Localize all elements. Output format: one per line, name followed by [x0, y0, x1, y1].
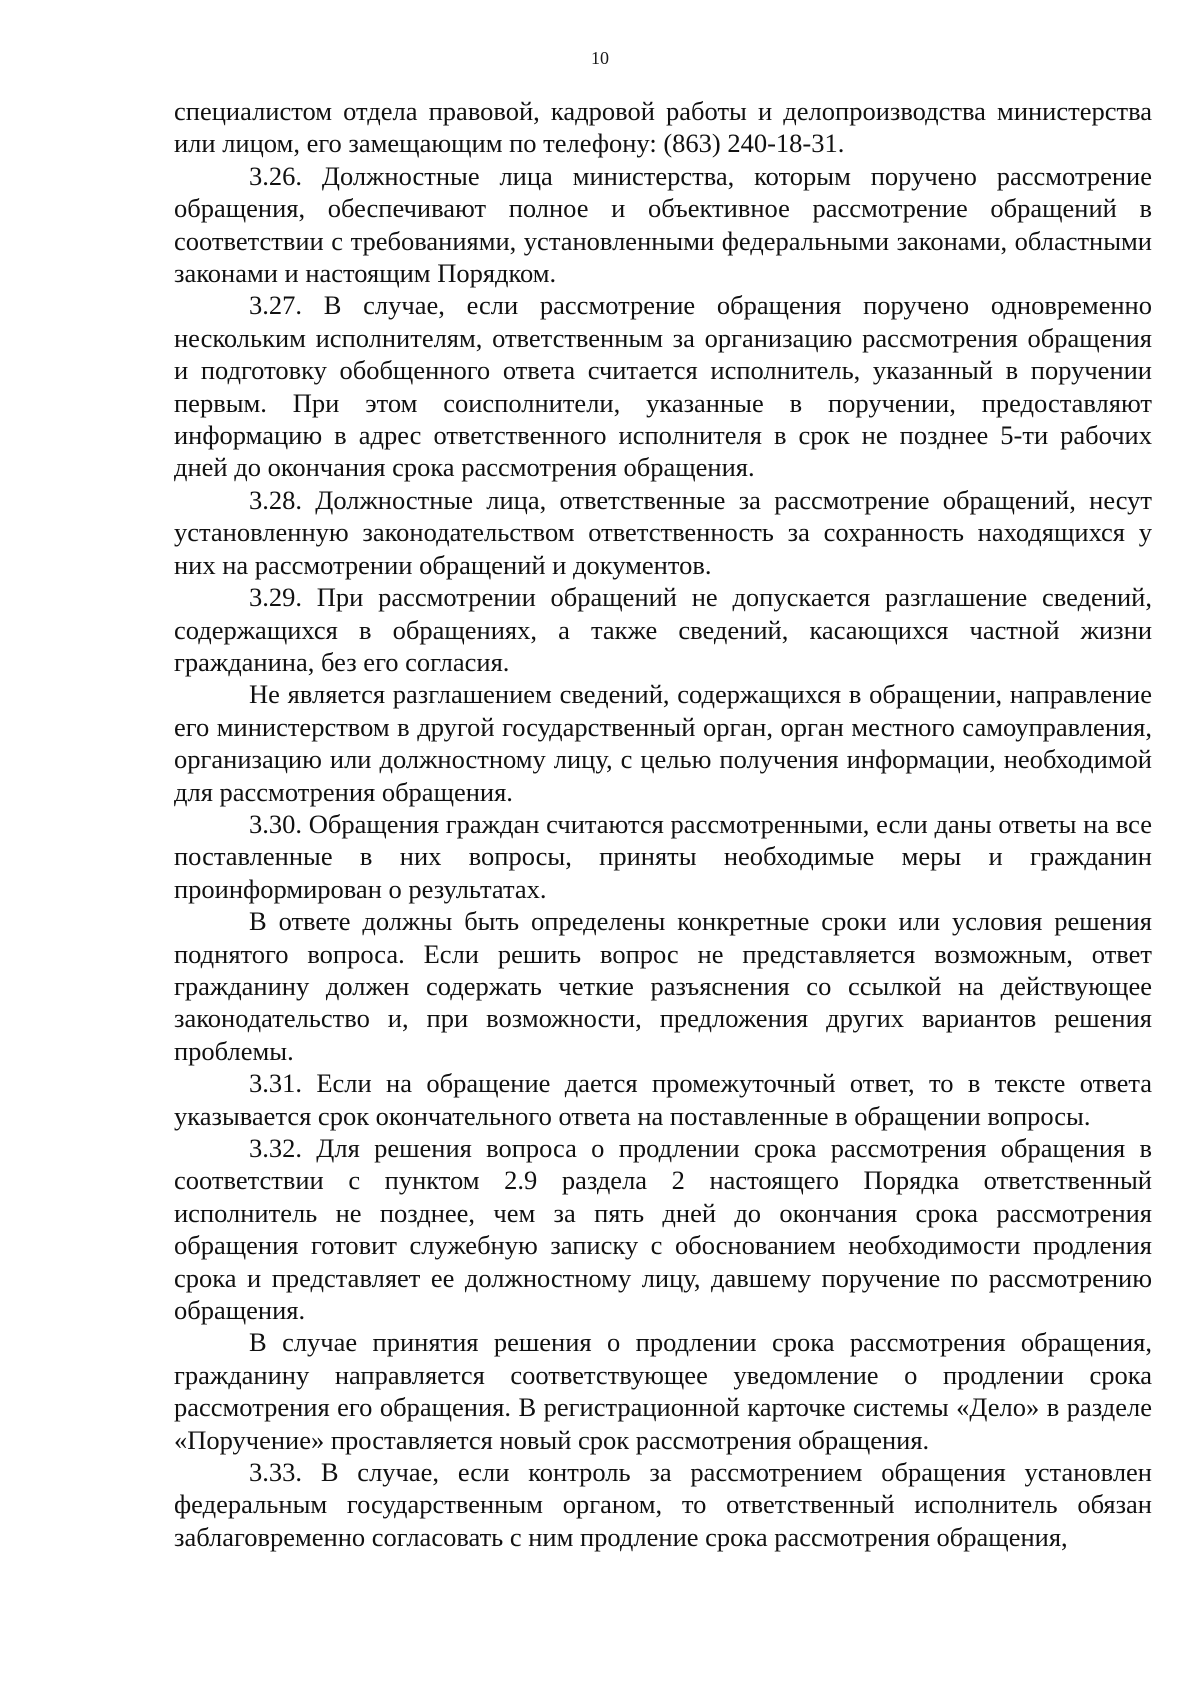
- paragraph: 3.32. Для решения вопроса о продлении срока рассмотрения обращения в соответствии с пунктом 2.9 раздела 2 настоящего Порядка ответственный исполнитель не позднее, чем за пять дней до окончания срока рассмотрения обращения готовит служебную записку с обоснованием необходимости продления срока и представляет ее должностному лицу, давшему поручение по рассмотрению обращения.: [174, 1133, 1152, 1326]
- paragraph: 3.26. Должностные лица министерства, которым поручено рассмотрение обращения, обеспечивают полное и объективное рассмотрение обращений в соответствии с требованиями, установленными федеральными законами, областными законами и настоящим Порядком.: [174, 160, 1152, 289]
- paragraph: специалистом отдела правовой, кадровой работы и делопроизводства министерства или лицом, его замещающим по телефону: (863) 240-18-31.: [174, 96, 1152, 159]
- paragraph: 3.28. Должностные лица, ответственные за рассмотрение обращений, несут установленную законодательством ответственность за сохранность находящихся у них на рассмотрении обращений и документов.: [174, 484, 1152, 580]
- paragraph: Не является разглашением сведений, содержащихся в обращении, направление его министерством в другой государственный орган, орган местного самоуправления, организацию или должностному лицу, с целью получения информации, необходимой для рассмотрения обращения.: [174, 679, 1152, 807]
- paragraph: В случае принятия решения о продлении срока рассмотрения обращения, гражданину направляется соответствующее уведомление о продлении срока рассмотрения его обращения. В регистрационной карточке системы «Дело» в разделе «Поручение» проставляется новый срок рассмотрения обращения.: [174, 1327, 1152, 1455]
- paragraph: 3.29. При рассмотрении обращений не допускается разглашение сведений, содержащихся в обращениях, а также сведений, касающихся частной жизни гражданина, без его согласия.: [174, 582, 1152, 677]
- paragraph: 3.27. В случае, если рассмотрение обращения поручено одновременно нескольким исполнителям, ответственным за организацию рассмотрения обращения и подготовку обобщенного ответа считается исполнитель, указанный в поручении первым. При этом соисполнители, указанные в поручении, предоставляют информацию в адрес ответственного исполнителя в срок не позднее 5-ти рабочих дней до окончания срока рассмотрения обращения.: [174, 290, 1152, 483]
- document-body: [174, 95, 1152, 1553]
- paragraph: 3.33. В случае, если контроль за рассмотрением обращения установлен федеральным государственным органом, то ответственный исполнитель обязан заблаговременно согласовать с ним продление срока рассмотрения обращения,: [174, 1457, 1152, 1552]
- page-number: 10: [591, 48, 609, 68]
- paragraph: 3.31. Если на обращение дается промежуточный ответ, то в тексте ответа указывается срок окончательного ответа на поставленные в обращении вопросы.: [174, 1068, 1152, 1131]
- paragraph: 3.30. Обращения граждан считаются рассмотренными, если даны ответы на все поставленные в них вопросы, приняты необходимые меры и гражданин проинформирован о результатах.: [174, 808, 1152, 904]
- paragraph: В ответе должны быть определены конкретные сроки или условия решения поднятого вопроса. Если решить вопрос не представляется возможным, ответ гражданину должен содержать четкие разъяснения со ссылкой на действующее законодательство и, при возможности, предложения других вариантов решения проблемы.: [174, 906, 1152, 1066]
